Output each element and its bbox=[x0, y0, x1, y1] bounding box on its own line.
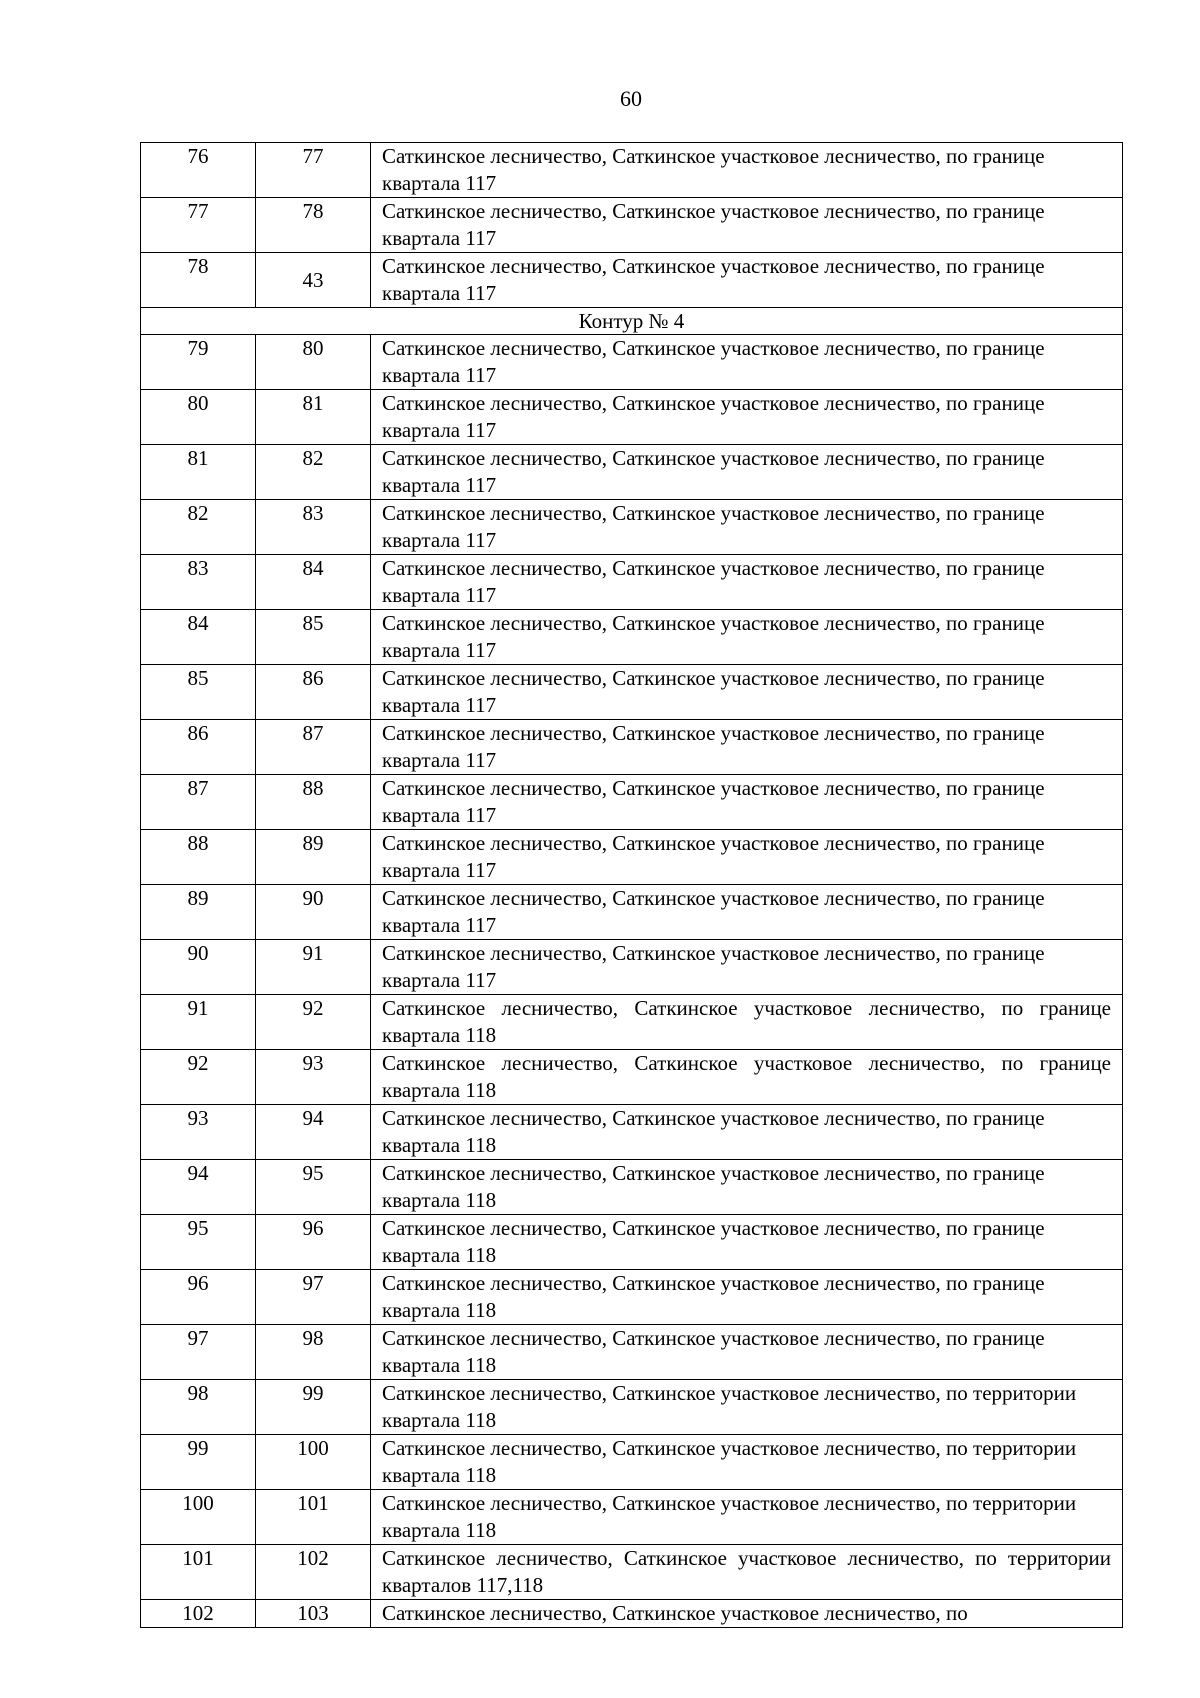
point-to: 78 bbox=[256, 198, 371, 253]
table-row bbox=[141, 1160, 1123, 1215]
point-to: 94 bbox=[256, 1105, 371, 1160]
point-to: 77 bbox=[256, 143, 371, 198]
boundary-description: Саткинское лесничество, Саткинское участковое лесничество, по границе квартала 118 bbox=[371, 1270, 1123, 1325]
point-to: 102 bbox=[256, 1545, 371, 1600]
table-row bbox=[141, 445, 1123, 500]
point-from: 95 bbox=[141, 1215, 256, 1270]
table-row bbox=[141, 1215, 1123, 1270]
boundary-description: Саткинское лесничество, Саткинское участковое лесничество, по границе квартала 118 bbox=[371, 1105, 1123, 1160]
boundary-description: Саткинское лесничество, Саткинское участковое лесничество, по территории квартала 118 bbox=[371, 1435, 1123, 1490]
table-row bbox=[141, 1545, 1123, 1600]
boundary-description: Саткинское лесничество, Саткинское участковое лесничество, по границе квартала 118 bbox=[371, 1215, 1123, 1270]
point-to: 93 bbox=[256, 1050, 371, 1105]
point-from: 85 bbox=[141, 665, 256, 720]
table-row bbox=[141, 555, 1123, 610]
point-to: 83 bbox=[256, 500, 371, 555]
point-from: 86 bbox=[141, 720, 256, 775]
boundary-description: Саткинское лесничество, Саткинское участковое лесничество, по границе квартала 117 bbox=[371, 720, 1123, 775]
point-from: 97 bbox=[141, 1325, 256, 1380]
point-to: 89 bbox=[256, 830, 371, 885]
point-from: 83 bbox=[141, 555, 256, 610]
table-row bbox=[141, 1435, 1123, 1490]
point-from: 101 bbox=[141, 1545, 256, 1600]
point-from: 100 bbox=[141, 1490, 256, 1545]
boundary-description: Саткинское лесничество, Саткинское участковое лесничество, по границе квартала 117 bbox=[371, 830, 1123, 885]
boundary-description: Саткинское лесничество, Саткинское участковое лесничество, по границе квартала 117 bbox=[371, 885, 1123, 940]
point-from: 93 bbox=[141, 1105, 256, 1160]
table-row bbox=[141, 775, 1123, 830]
boundary-description: Саткинское лесничество, Саткинское участковое лесничество, по границе квартала 118 bbox=[371, 995, 1123, 1050]
table-row bbox=[141, 1050, 1123, 1105]
boundary-description: Саткинское лесничество, Саткинское участковое лесничество, по границе квартала 117 bbox=[371, 445, 1123, 500]
table-row bbox=[141, 1105, 1123, 1160]
table-row bbox=[141, 885, 1123, 940]
point-to: 101 bbox=[256, 1490, 371, 1545]
point-to: 84 bbox=[256, 555, 371, 610]
boundary-description: Саткинское лесничество, Саткинское участковое лесничество, по границе квартала 117 bbox=[371, 500, 1123, 555]
table-row bbox=[141, 995, 1123, 1050]
point-from: 87 bbox=[141, 775, 256, 830]
point-to: 82 bbox=[256, 445, 371, 500]
table-row bbox=[141, 830, 1123, 885]
point-to: 96 bbox=[256, 1215, 371, 1270]
boundary-description: Саткинское лесничество, Саткинское участковое лесничество, по территории квартала 118 bbox=[371, 1380, 1123, 1435]
table-row bbox=[141, 940, 1123, 995]
contour-heading-row bbox=[141, 308, 1123, 335]
boundary-description: Саткинское лесничество, Саткинское участковое лесничество, по границе квартала 118 bbox=[371, 1050, 1123, 1105]
point-to: 92 bbox=[256, 995, 371, 1050]
table-row bbox=[141, 1380, 1123, 1435]
point-from: 78 bbox=[141, 253, 256, 308]
boundary-description: Саткинское лесничество, Саткинское участковое лесничество, по территории квартала 118 bbox=[371, 1490, 1123, 1545]
boundary-description: Саткинское лесничество, Саткинское участковое лесничество, по границе квартала 117 bbox=[371, 610, 1123, 665]
boundary-description: Саткинское лесничество, Саткинское участковое лесничество, по границе квартала 117 bbox=[371, 775, 1123, 830]
point-to: 87 bbox=[256, 720, 371, 775]
point-to: 95 bbox=[256, 1160, 371, 1215]
point-to: 88 bbox=[256, 775, 371, 830]
point-from: 79 bbox=[141, 335, 256, 390]
point-from: 76 bbox=[141, 143, 256, 198]
point-to: 100 bbox=[256, 1435, 371, 1490]
point-from: 89 bbox=[141, 885, 256, 940]
point-to: 85 bbox=[256, 610, 371, 665]
point-from: 99 bbox=[141, 1435, 256, 1490]
table-row bbox=[141, 665, 1123, 720]
point-to: 86 bbox=[256, 665, 371, 720]
table-row bbox=[141, 253, 1123, 308]
table-row bbox=[141, 720, 1123, 775]
point-to: 80 bbox=[256, 335, 371, 390]
table-row bbox=[141, 143, 1123, 198]
point-from: 80 bbox=[141, 390, 256, 445]
point-to: 43 bbox=[256, 253, 371, 308]
boundary-description: Саткинское лесничество, Саткинское участковое лесничество, по территории кварталов 117,118 bbox=[371, 1545, 1123, 1600]
boundary-description: Саткинское лесничество, Саткинское участковое лесничество, по границе квартала 117 bbox=[371, 665, 1123, 720]
point-from: 77 bbox=[141, 198, 256, 253]
boundary-description: Саткинское лесничество, Саткинское участковое лесничество, по границе квартала 117 bbox=[371, 198, 1123, 253]
point-from: 98 bbox=[141, 1380, 256, 1435]
point-from: 88 bbox=[141, 830, 256, 885]
boundary-description: Саткинское лесничество, Саткинское участковое лесничество, по границе квартала 118 bbox=[371, 1325, 1123, 1380]
point-to: 90 bbox=[256, 885, 371, 940]
table-row bbox=[141, 390, 1123, 445]
page-number: 60 bbox=[620, 86, 642, 111]
table-row bbox=[141, 1270, 1123, 1325]
table-row bbox=[141, 1325, 1123, 1380]
point-to: 91 bbox=[256, 940, 371, 995]
point-to: 81 bbox=[256, 390, 371, 445]
table-row bbox=[141, 500, 1123, 555]
point-to: 98 bbox=[256, 1325, 371, 1380]
boundary-description: Саткинское лесничество, Саткинское участковое лесничество, по bbox=[371, 1600, 1123, 1628]
table-row bbox=[141, 610, 1123, 665]
point-to: 99 bbox=[256, 1380, 371, 1435]
point-to: 103 bbox=[256, 1600, 371, 1628]
point-from: 82 bbox=[141, 500, 256, 555]
boundary-description: Саткинское лесничество, Саткинское участковое лесничество, по границе квартала 117 bbox=[371, 253, 1123, 308]
point-from: 84 bbox=[141, 610, 256, 665]
table-row bbox=[141, 198, 1123, 253]
boundary-description: Саткинское лесничество, Саткинское участковое лесничество, по границе квартала 117 bbox=[371, 940, 1123, 995]
point-from: 81 bbox=[141, 445, 256, 500]
boundary-points-table bbox=[140, 142, 1123, 1628]
boundary-description: Саткинское лесничество, Саткинское участковое лесничество, по границе квартала 117 bbox=[371, 390, 1123, 445]
boundary-description: Саткинское лесничество, Саткинское участковое лесничество, по границе квартала 117 bbox=[371, 143, 1123, 198]
contour-heading: Контур № 4 bbox=[141, 308, 1123, 335]
point-from: 91 bbox=[141, 995, 256, 1050]
point-to: 97 bbox=[256, 1270, 371, 1325]
point-from: 96 bbox=[141, 1270, 256, 1325]
boundary-description: Саткинское лесничество, Саткинское участковое лесничество, по границе квартала 117 bbox=[371, 555, 1123, 610]
point-from: 92 bbox=[141, 1050, 256, 1105]
boundary-description: Саткинское лесничество, Саткинское участковое лесничество, по границе квартала 117 bbox=[371, 335, 1123, 390]
point-from: 94 bbox=[141, 1160, 256, 1215]
table-row bbox=[141, 1600, 1123, 1628]
point-from: 90 bbox=[141, 940, 256, 995]
table-row bbox=[141, 1490, 1123, 1545]
boundary-description: Саткинское лесничество, Саткинское участковое лесничество, по границе квартала 118 bbox=[371, 1160, 1123, 1215]
table-row bbox=[141, 335, 1123, 390]
point-from: 102 bbox=[141, 1600, 256, 1628]
